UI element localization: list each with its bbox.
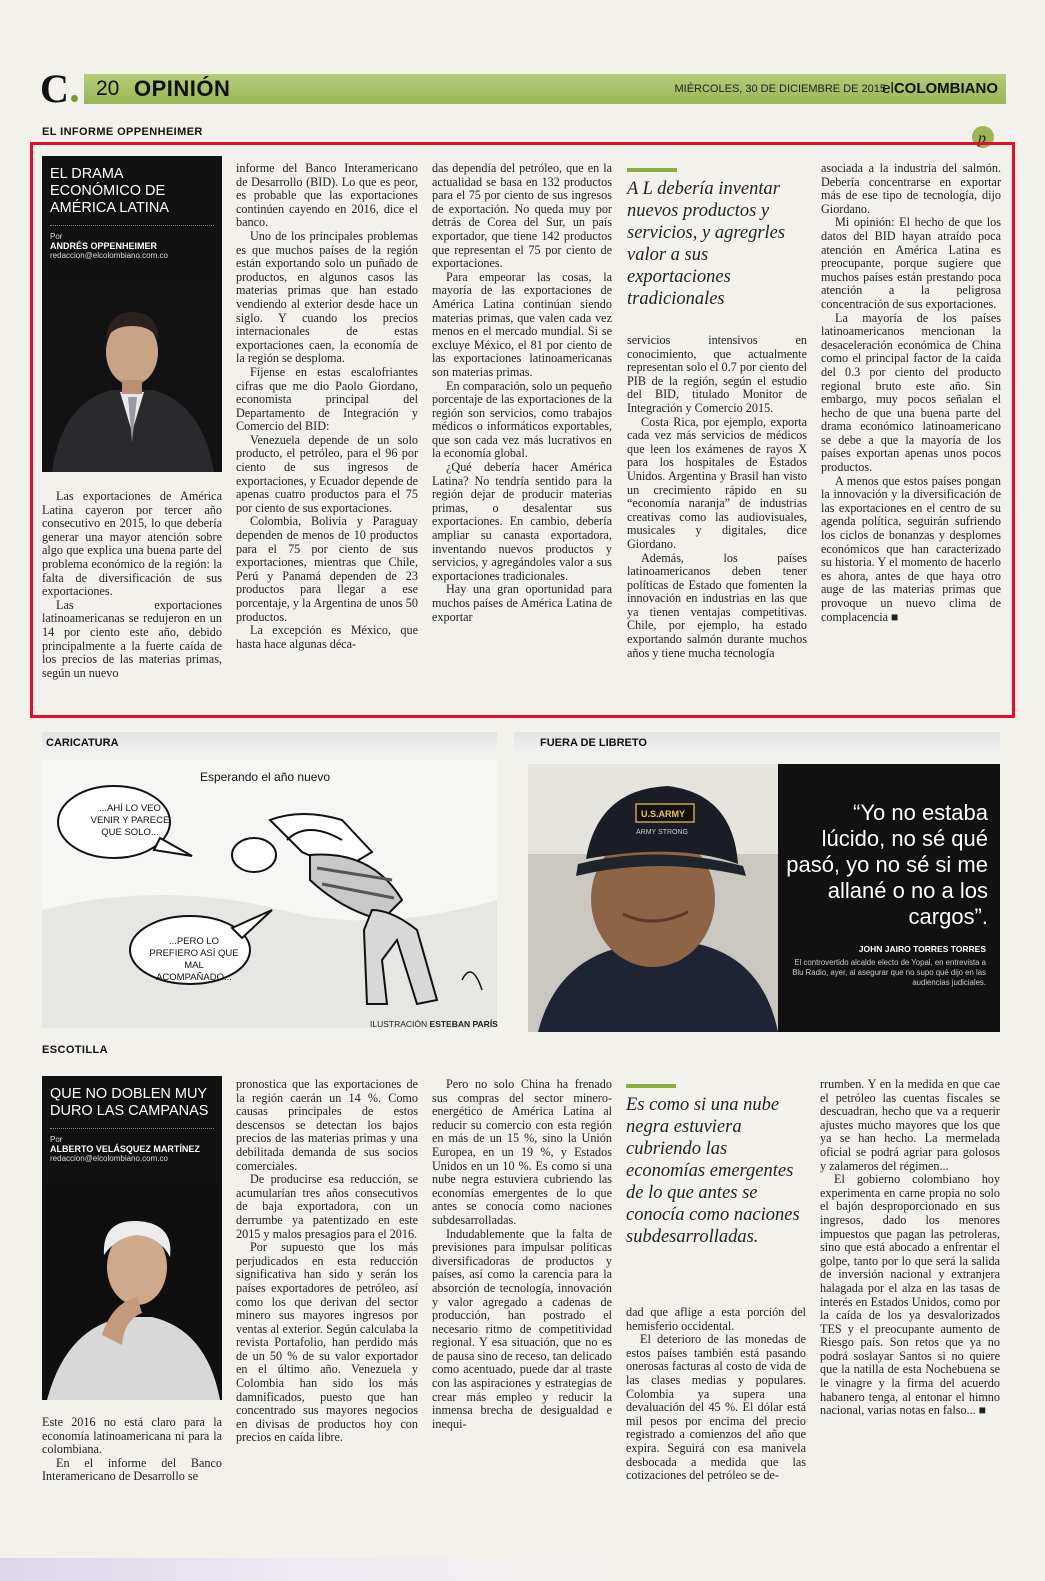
article-title: EL DRAMA ECONÓMICO DE AMÉRICA LATINA bbox=[50, 166, 169, 216]
paragraph: servicios intensivos en conocimiento, que actualmente representan solo el 0.7 por ciento del PIB de la región, según el estudio del BID, titulado Monitor de Integración y Comercio 2015. bbox=[627, 334, 807, 415]
article-column-1 bbox=[42, 1416, 222, 1496]
column-kicker-informe: EL INFORME OPPENHEIMER bbox=[42, 126, 203, 138]
cartoon-title: Esperando el año nuevo bbox=[200, 770, 331, 784]
paragraph: La excepción es México, que hasta hace algunas déca- bbox=[236, 623, 418, 651]
author-box-velasquez bbox=[42, 1076, 222, 1400]
paragraph: Colombia, Bolivia y Paraguay dependen de menos de 10 productos para el 75 por ciento de sus exportaciones, mientras que Chile, Perú y Panamá dependen de 23 productos para llegar a ese porcentaje, y la Argentina de unos 50 productos. bbox=[236, 514, 418, 624]
cartoon-illustration bbox=[42, 760, 497, 1028]
illustration-credit bbox=[370, 1019, 498, 1029]
author-name: ANDRÉS OPPENHEIMER bbox=[50, 241, 158, 251]
paragraph: En el informe del Banco Interamericano de Desarrollo se bbox=[42, 1455, 222, 1484]
paragraph: A menos que estos países pongan la innovación y la diversificación de las exportaciones en el centro de su agenda política, seguirán sufriendo los ciclos de bonanzas y desplomes económicos que han caracterizado su historia. Y el momento de hacerlo es ahora, antes de que haya otro auge de las materias primas que provoque un nuevo clima de complacencia ■ bbox=[821, 473, 1001, 624]
credit-name: ESTEBAN PARÍS bbox=[429, 1019, 498, 1029]
page-number: 20 bbox=[96, 77, 120, 100]
newspaper-name: elCOLOMBIANO bbox=[882, 80, 998, 97]
speech-bubble-1: ...AHÍ LO VEO VENIR Y PARECE QUE SOLO... bbox=[90, 803, 170, 838]
subject-photo bbox=[528, 764, 778, 1032]
article-column-4 bbox=[627, 334, 807, 708]
section-header-band bbox=[84, 74, 1006, 104]
author-email: redaccion@elcolombiano.com.co bbox=[50, 1154, 168, 1163]
paragraph: En comparación, solo un pequeño porcentaje de las exportaciones de la región son servicios, como trabajos médicos o informáticos exportables, que son cada vez más lucrativos en la economía global. bbox=[432, 378, 612, 461]
article-column-2 bbox=[236, 1078, 418, 1494]
cap-slogan-text: ARMY STRONG bbox=[636, 829, 688, 836]
paragraph: Además, los países latinoamericanos deben tener políticas de Estado que fomenten la innovación en industrias en las que ya tienen ventajas competitivas. Chile, por ejemplo, ha estado exportando salmón durante muchos años y tiene mucha tecnología bbox=[627, 550, 807, 660]
paragraph: dad que aflige a esta porción del hemisferio occidental. bbox=[626, 1306, 806, 1333]
article-column-5 bbox=[820, 1078, 1000, 1494]
paragraph: informe del Banco Interamericano de Desarrollo (BID). Lo que es peor, es probable que las exportaciones continúen cayendo en 2016, dice el banco. bbox=[236, 162, 418, 230]
author-name: ALBERTO VELÁSQUEZ MARTÍNEZ bbox=[50, 1144, 200, 1154]
divider bbox=[50, 1128, 214, 1129]
author-box-oppenheimer bbox=[42, 156, 222, 472]
issue-date: MIÉRCOLES, 30 DE DICIEMBRE DE 2015 bbox=[674, 83, 886, 95]
paragraph: pronostica que las exportaciones de la región caerán un 14 %. Como causas principales de estos descensos se detectan los bajos precios de las materias primas y una debilitada demanda de sus socios comerciales. bbox=[236, 1078, 418, 1173]
svg-text:p: p bbox=[978, 130, 986, 147]
paragraph: Uno de los principales problemas es que muchos países de la región están exportando solo un puñado de productos, en algunos casos las materias primas que han estado vendiendo al exterior desde hace un siglo. Y cuando los precios internacionales de estas exportaciones caen, la economía de la región se desploma. bbox=[236, 228, 418, 366]
paragraph: das dependía del petróleo, que en la actualidad se basa en 132 productos para el 75 por ciento de sus ingresos de exportación. No queda muy por detrás de Corea del Sur, un país exportador, que tiene 142 productos que representan el 75 por ciento de exportaciones. bbox=[432, 162, 612, 271]
quote-caption: El controvertido alcalde electo de Yopal, en entrevista a Blu Radio, ayer, al asegurar que no supo qué dijo en las audiencias judiciales. bbox=[792, 958, 986, 987]
byline-por: Por bbox=[50, 232, 63, 241]
paragraph: Hay una gran oportunidad para muchos países de América Latina de exportar bbox=[432, 582, 612, 624]
article-column-1 bbox=[42, 490, 222, 710]
author-portrait-image bbox=[42, 1185, 222, 1400]
quote-text: “Yo no estaba lúcido, no sé qué pasó, yo no sé si me allané o no a los cargos”. bbox=[786, 800, 988, 929]
author-email: redaccion@elcolombiano.com.co bbox=[50, 251, 168, 260]
article-column-4 bbox=[626, 1306, 806, 1496]
article-title: QUE NO DOBLEN MUY DURO LAS CAMPANAS bbox=[50, 1086, 209, 1119]
paragraph: Este 2016 no está claro para la economía latinoamericana ni para la colombiana. bbox=[42, 1416, 222, 1457]
byline-por: Por bbox=[50, 1135, 63, 1144]
article-column-2 bbox=[236, 162, 418, 708]
paragraph: ¿Qué debería hacer América Latina? No tendría sentido para la región dejar de producir materias primas, o desalentar sus exportaciones. En cambio, debería ampliar su canasta exportadora, inventando nuevos productos y servicios, y agregándoles valor a sus exportaciones tradicionales. bbox=[432, 460, 612, 583]
paragraph: Mi opinión: El hecho de que los datos del BID hayan atraído poca atención en América Latina es preocupante, porque sugiere que muchos países están prestando poca atención a la peligrosa concentración de sus exportaciones. bbox=[821, 215, 1001, 311]
caricatura-band bbox=[42, 732, 497, 754]
paragraph: Las exportaciones latinoamericanas se redujeron en un 14 por ciento este año, debido principalmente a la fuerte caída de los precios de las materias primas, según un nuevo bbox=[42, 597, 222, 680]
paragraph: rrumben. Y en la medida en que cae el petróleo las cuentas fiscales se descuadran, hecho que va a requerir ajustes mucho mayores que los que ya se han hecho. La mermelada oficial se podrá agriar para golosos y zalameros del régimen... bbox=[820, 1078, 1000, 1173]
section-kicker-fuera-de-libreto: FUERA DE LIBRETO bbox=[540, 737, 647, 749]
scan-edge-strip bbox=[0, 1558, 1045, 1581]
paragraph: Venezuela depende de un solo producto, el petróleo, para el 96 por ciento de sus ingresos de exportaciones, y Ecuador depende de apenas cuatro productos para el 75 por ciento de sus exportaciones. bbox=[236, 432, 418, 515]
section-title: OPINIÓN bbox=[134, 76, 231, 101]
paragraph: Costa Rica, por ejemplo, exporta cada vez más servicios de médicos que leen los exámenes de rayos X para los hospitales de Estados Unidos. Argentina y Brasil han visto un crecimiento rápido en su “economía naranja” de industrias creativas como las audiovisuales, musicales y digitales, dice Giordano. bbox=[627, 414, 807, 551]
paragraph: Para empeorar las cosas, la mayoría de las exportaciones de América Latina continúan siendo materias primas, que valen cada vez menos en el mercado mundial. Si se excluye México, el 81 por ciento de las exportaciones latinoamericanas son materias primas. bbox=[432, 269, 612, 379]
paragraph: Las exportaciones de América Latina cayeron por tercer año consecutivo en 2015, lo que debería generar una mayor atención sobre algo que explica una buena parte del problema económico de la región: la falta de diversificación de sus exportaciones. bbox=[42, 490, 222, 599]
divider bbox=[50, 225, 214, 226]
credit-prefix: ILUSTRACIÓN bbox=[370, 1019, 428, 1029]
paragraph: De producirse esa reducción, se acumularían tres años consecutivos de baja exportadora, con un derrumbe ya patentizado en este 2015 y malos presagios para el 2016. bbox=[236, 1172, 418, 1241]
cap-logo-text: U.S.ARMY bbox=[641, 809, 686, 819]
fuera-de-libreto-band bbox=[514, 732, 1000, 754]
speech-bubble-2: ...PERO LO PREFIERO ASÍ QUE MAL ACOMPAÑADO... bbox=[149, 936, 239, 983]
paragraph: El gobierno colombiano hoy experimenta en carne propia no solo el bajón desproporcionado en sus ingresos, dado los menores impuestos que pagan las petroleras, sino que está abocado a enfrentar el golpe, tanto por lo que será la salida de inversión nacional y extranjera halagada por el alza en las tasas de interés en Estados Unidos, como por la caída de los ya desvalorizados TES y el preocupante aumento de Riesgo país. Son retos que ya no podrá soslayar Santos si no quiere que la natilla de esta Nochebuena se le vinagre y la firma del acuerdo habanero tenga, al entonar el himno nacional, varias notas en falso... ■ bbox=[820, 1172, 1000, 1418]
paragraph: Por supuesto que los más perjudicados en esta reducción significativa han sido y serán los países exportadores de petróleo, así como los que derivan del sector minero sus mayores ingresos por ventas al exterior. Según calculaba la revista Portafolio, han perdido más de un 50 % de su valor exportador en el último año. Venezuela y Colombia han sido los más damnificados, puesto que han concentrado sus mayores negocios en divisas de productos hoy con precios en caída libre. bbox=[236, 1240, 418, 1445]
paragraph: Indudablemente que la falta de previsiones para impulsar políticas diversificadoras de productos y países, así como la carencia para la absorción de tecnología, innovación y valor agregado a cadenas de producción, han postrado el necesario ritmo de competitividad regional. Y esa situación, que no es de pausa sino de receso, tan delicado como acentuado, puede dar al traste con las aspiraciones y estrategias de crear más empleo y reducir la inmensa brecha de desigualdad e inequi- bbox=[432, 1226, 612, 1431]
paragraph: Pero no solo China ha frenado sus compras del sector minero-energético de América Latina al reducir su comercio con esta región en más de un 15 %, sino la Unión Europea, en un 19 %, y Estados Unidos en un 10 %. Es como si una nube negra estuviera cubriendo las economías emergentes de lo que antes se conocía como naciones subdesarrolladas. bbox=[432, 1078, 612, 1227]
pull-quote: Es como si una nube negra estuviera cubriendo las economías emergentes de lo que antes se conocía como naciones subdesarrolladas. bbox=[626, 1094, 808, 1248]
pull-quote: A L debería inventar nuevos productos y servicios, y agregrles valor a sus exportaciones tradicionales bbox=[627, 178, 807, 310]
quote-author: JOHN JAIRO TORRES TORRES bbox=[858, 944, 986, 954]
paragraph: Fíjense en estas escalofriantes cifras que me dio Paolo Giordano, economista principal del Departamento de Integración y Comercio del BID: bbox=[236, 364, 418, 434]
section-kicker-caricatura: CARICATURA bbox=[46, 737, 119, 749]
article-column-3 bbox=[432, 162, 612, 708]
column-kicker-escotilla: ESCOTILLA bbox=[42, 1044, 108, 1056]
article-column-3 bbox=[432, 1078, 612, 1494]
paragraph: El deterioro de las monedas de estos países también está pasando onerosas facturas al costo de vida de las clases medias y populares. Colombia ya supera una devaluación del 45 %. El dólar está mil pesos por encima del precio registrado a comienzos del año que expira. Seguirá con esa manivela desbocada a medida que las cotizaciones del petróleo se de- bbox=[626, 1332, 806, 1483]
paragraph: asociada a la industria del salmón. Debería concentrarse en exportar más de ese tipo de tecnología, dijo Giordano. bbox=[821, 162, 1001, 216]
newspaper-logo-c: C bbox=[40, 72, 78, 106]
author-portrait-image bbox=[42, 282, 222, 472]
paragraph: La mayoría de los países latinoamericanos mencionan la desaceleración económica de China como el principal factor de la caída del 0.3 por ciento del producto regional bruto este año. Sin embargo, muy pocos señalan el hecho de que una buena parte del drama económico latinoamericano se debe a que la mayoría de los países exportan apenas unos pocos productos. bbox=[821, 310, 1001, 475]
article-column-5 bbox=[821, 162, 1001, 708]
